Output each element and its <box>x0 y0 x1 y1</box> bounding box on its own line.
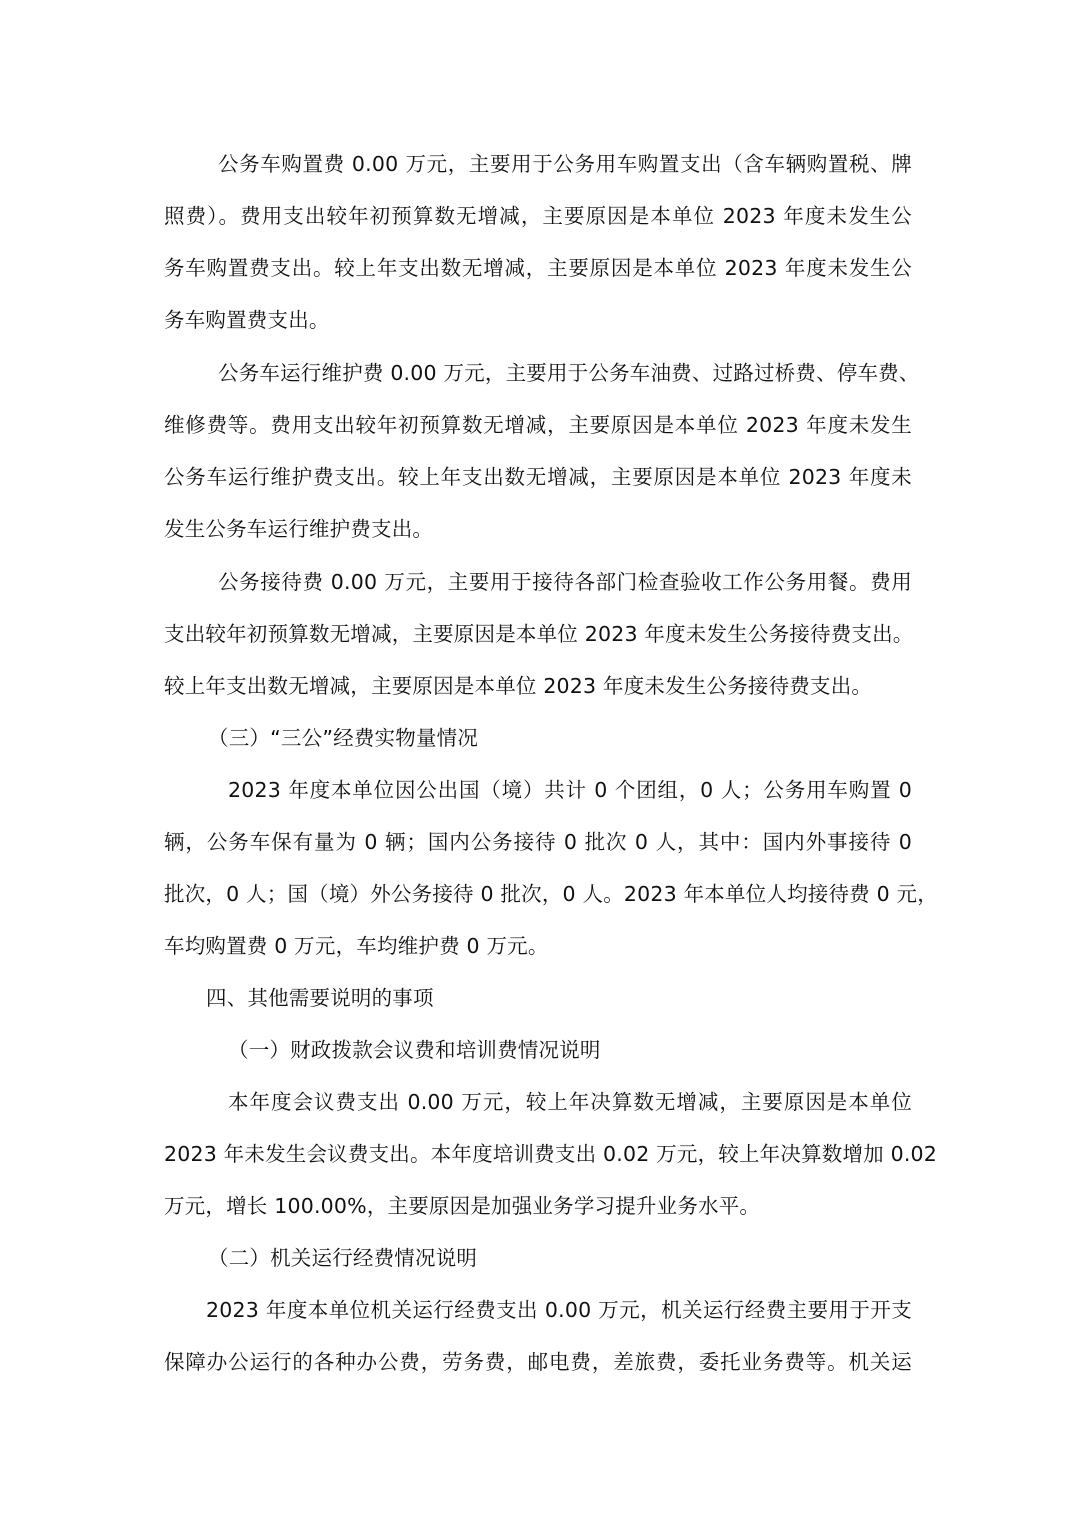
paragraph-line: 公务接待费 0.00 万元，主要用于接待各部门检查验收工作公务用餐。费用 <box>218 570 912 594</box>
paragraph-line: 务车购置费支出。较上年支出数无增减，主要原因是本单位 2023 年度未发生公 <box>164 256 912 280</box>
paragraph-line: 本年度会议费支出 0.00 万元，较上年决算数无增减，主要原因是本单位 <box>228 1090 912 1114</box>
paragraph-line: 公务车运行维护费 0.00 万元，主要用于公务车油费、过路过桥费、停车费、 <box>218 361 920 385</box>
section-heading: （三）“三公”经费实物量情况 <box>208 726 479 750</box>
paragraph-line: 发生公务车运行维护费支出。 <box>164 517 434 541</box>
paragraph-line: 2023 年度本单位因公出国（境）共计 0 个团组，0 人；公务用车购置 0 <box>228 778 912 802</box>
section-heading: 四、其他需要说明的事项 <box>206 986 434 1010</box>
paragraph-line: 万元，增长 100.00%，主要原因是加强业务学习提升业务水平。 <box>164 1194 761 1218</box>
paragraph-line: 批次，0 人；国（境）外公务接待 0 批次，0 人。2023 年本单位人均接待费 0 元， <box>164 882 938 906</box>
paragraph-line: 照费）。费用支出较年初预算数无增减，主要原因是本单位 2023 年度未发生公 <box>164 204 912 228</box>
paragraph-line: 2023 年度本单位机关运行经费支出 0.00 万元，机关运行经费主要用于开支 <box>206 1298 912 1322</box>
paragraph-line: 维修费等。费用支出较年初预算数无增减，主要原因是本单位 2023 年度未发生 <box>164 413 912 437</box>
paragraph-line: 支出较年初预算数无增减，主要原因是本单位 2023 年度未发生公务接待费支出。 <box>164 622 914 646</box>
subsection-heading: （二）机关运行经费情况说明 <box>208 1246 478 1270</box>
paragraph-line: 车均购置费 0 万元，车均维护费 0 万元。 <box>164 934 549 958</box>
paragraph-line: 务车购置费支出。 <box>164 308 330 332</box>
paragraph-line: 2023 年未发生会议费支出。本年度培训费支出 0.02 万元，较上年决算数增加 0.02 <box>164 1142 938 1166</box>
paragraph-line: 公务车运行维护费支出。较上年支出数无增减，主要原因是本单位 2023 年度未 <box>164 465 912 489</box>
paragraph-line: 较上年支出数无增减，主要原因是本单位 2023 年度未发生公务接待费支出。 <box>164 674 873 698</box>
subsection-heading: （一）财政拨款会议费和培训费情况说明 <box>228 1038 601 1062</box>
paragraph-line: 保障办公运行的各种办公费，劳务费，邮电费，差旅费，委托业务费等。机关运 <box>164 1350 912 1374</box>
paragraph-line: 公务车购置费 0.00 万元，主要用于公务用车购置支出（含车辆购置税、牌 <box>218 152 912 176</box>
paragraph-line: 辆，公务车保有量为 0 辆；国内公务接待 0 批次 0 人，其中：国内外事接待 0 <box>164 830 912 854</box>
